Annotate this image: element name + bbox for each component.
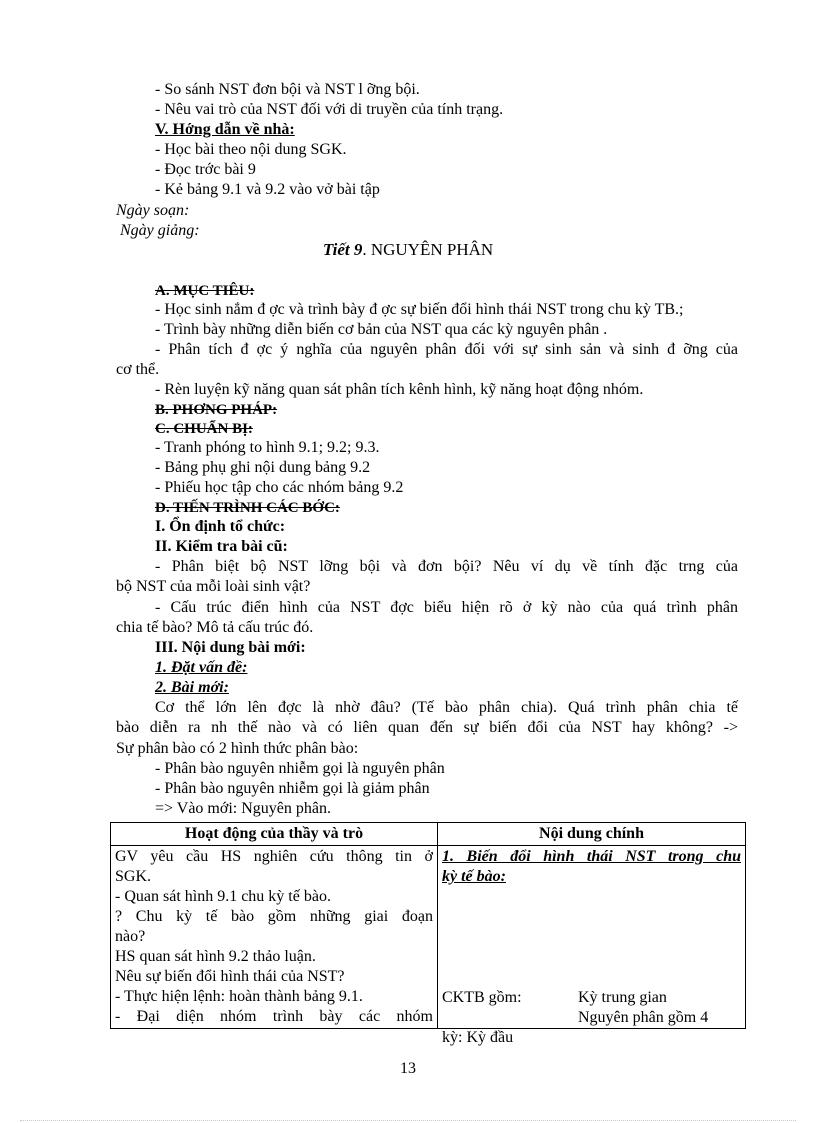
section-heading-d: D. TIẾN TRÌNH CÁC BỚC: xyxy=(155,500,340,516)
text-line: => Vào mới: Nguyên phân. xyxy=(155,800,331,817)
table-header-row xyxy=(111,823,746,846)
table-line: - Quan sát hình 9.1 chu kỳ tế bào. xyxy=(115,888,331,905)
lesson-table xyxy=(110,822,746,1046)
heading-iii: III. Nội dung bài mới: xyxy=(155,639,306,656)
interphase-text: Kỳ trung gian xyxy=(578,989,667,1006)
prep-date-label: Ngày soạn: xyxy=(116,202,190,219)
table-line: SGK. xyxy=(115,868,152,885)
text-line: - Phân bào nguyên nhiễm gọi là nguyên phân xyxy=(155,760,445,777)
table-row xyxy=(111,846,746,1029)
table-line: Nêu sự biến đổi hình thái của NST? xyxy=(115,968,345,985)
subheading-2: 2. Bài mới: xyxy=(155,679,229,696)
text-line: Cơ thể lớn lên đợc là nhờ đâu? (Tế bào phân chia). Quá trình phân chia tế xyxy=(155,699,738,716)
prophase-text: kỳ: Kỳ đầu xyxy=(442,1029,514,1046)
lesson-number: Tiết 9 xyxy=(322,240,363,259)
table-line: nào? xyxy=(115,928,146,945)
text-line: bộ NST của mỗi loài sinh vật? xyxy=(116,578,311,595)
table-line: HS quan sát hình 9.2 thảo luận. xyxy=(115,948,316,965)
content-cell xyxy=(438,846,746,1046)
teach-date-label: Ngày giảng: xyxy=(120,222,200,239)
text-line: - Học sinh nắm đ ợc và trình bày đ ợc sự biến đổi hình thái NST trong chu kỳ TB.; xyxy=(155,301,684,318)
section-heading-c: C. CHUẨN BỊ: xyxy=(155,421,253,437)
text-line: - Đọc trớc bài 9 xyxy=(155,161,256,178)
table-header-activity: Hoạt động của thầy và trò xyxy=(111,823,438,846)
text-line: - Tranh phóng to hình 9.1; 9.2; 9.3. xyxy=(155,439,380,456)
text-line: - Phân biệt bộ NST lỡng bội và đơn bội? Nêu ví dụ về tính đặc trng của xyxy=(155,558,738,575)
page-number: 13 xyxy=(400,1060,416,1077)
table-header-content: Nội dung chính xyxy=(438,823,746,846)
text-line: Sự phân bào có 2 hình thức phân bào: xyxy=(116,740,359,757)
table-line: - Đại diện nhóm trình bày các nhóm xyxy=(115,1008,433,1025)
table-line: ? Chu kỳ tế bào gồm những giai đoạn xyxy=(115,908,433,925)
mitosis-text: Nguyên phân gồm 4 xyxy=(578,1009,709,1026)
table-line: GV yêu cầu HS nghiên cứu thông tin ở xyxy=(115,848,433,865)
text-line: - Cấu trúc điển hình của NST đợc biểu hiện rõ ở kỳ nào của quá trình phân xyxy=(155,599,738,616)
text-line: - Trình bày những diễn biến cơ bản của NST qua các kỳ nguyên phân . xyxy=(155,321,608,338)
text-line: - Bảng phụ ghi nội dung bảng 9.2 xyxy=(155,459,371,476)
subheading-1: 1. Đặt vấn đề: xyxy=(155,659,248,676)
text-line: - Phiếu học tập cho các nhóm bảng 9.2 xyxy=(155,479,404,496)
text-line: - Học bài theo nội dung SGK. xyxy=(155,141,347,158)
text-line: chia tế bào? Mô tả cấu trúc đó. xyxy=(116,619,314,636)
text-line: - Phân tích đ ợc ý nghĩa của nguyên phân đối với sự sinh sản và sinh đ ỡng của xyxy=(155,341,738,358)
text-line: bào diễn ra nh thế nào và có liên quan đến sự biến đổi của NST hay không? -> xyxy=(116,719,738,736)
text-line: - Kẻ bảng 9.1 và 9.2 vào vở bài tập xyxy=(155,181,380,198)
text-line: - Nêu vai trò của NST đối với di truyền của tính trạng. xyxy=(155,101,504,118)
text-line: - Rèn luyện kỹ năng quan sát phân tích kênh hình, kỹ năng hoạt động nhóm. xyxy=(155,381,644,398)
content-heading: 1. Biến đổi hình thái NST trong chu xyxy=(442,848,741,865)
page-border-dots xyxy=(20,1120,796,1121)
table-line: - Thực hiện lệnh: hoàn thành bảng 9.1. xyxy=(115,988,363,1005)
heading-ii: II. Kiểm tra bài cũ: xyxy=(155,538,288,555)
text-line: - So sánh NST đơn bội và NST l ỡng bội. xyxy=(155,81,420,98)
heading-i: I. Ổn định tổ chức: xyxy=(155,518,286,535)
content-heading-cont: kỳ tế bào: xyxy=(442,868,506,885)
lesson-name: . NGUYÊN PHÂN xyxy=(362,240,494,259)
section-heading-a: A. MỤC TIÊU: xyxy=(155,283,255,299)
text-line: - Phân bào nguyên nhiễm gọi là giảm phân xyxy=(155,780,430,797)
lesson-title xyxy=(0,240,816,260)
activity-cell xyxy=(111,846,438,1029)
text-line: cơ thể. xyxy=(116,361,160,378)
cktb-label: CKTB gồm: xyxy=(442,989,522,1006)
section-heading-b: B. PHƠNG PHÁP: xyxy=(155,402,278,418)
section-heading-v: V. Hớng dẫn về nhà: xyxy=(155,121,295,138)
